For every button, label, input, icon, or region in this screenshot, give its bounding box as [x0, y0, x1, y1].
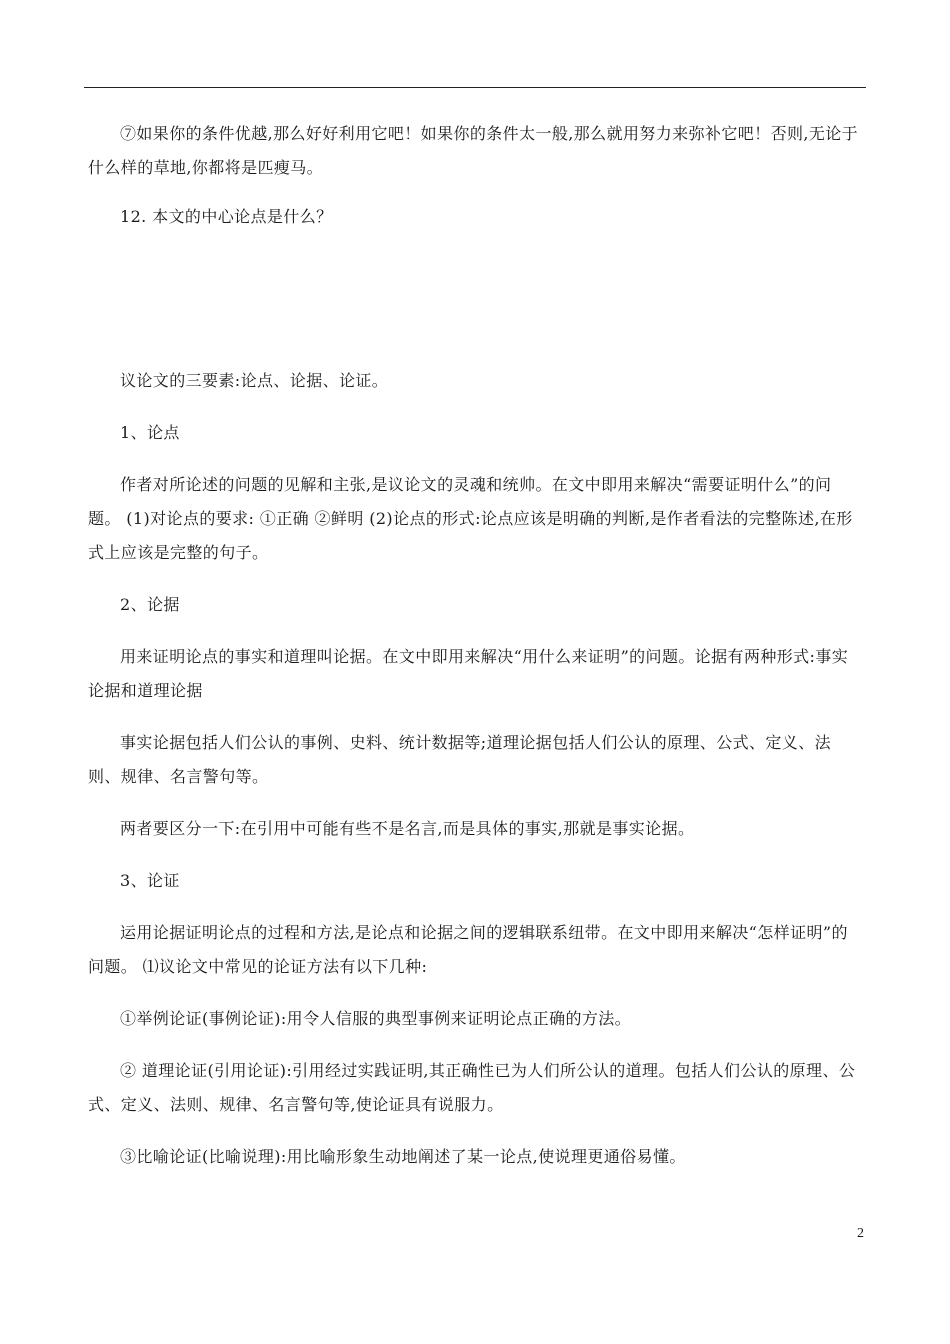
heading-lundian: 1、论点 — [120, 423, 180, 442]
method-reasoning: ② 道理论证(引用论证):引用经过实践证明,其正确性已为人们所公认的道理。包括人们公认的原理、公式、定义、法则、规律、名言警句等,使论证具有说服力。 — [88, 1061, 856, 1114]
paragraph-lunju-types: 事实论据包括人们公认的事例、史料、统计数据等;道理论据包括人们公认的原理、公式、定义、法则、规律、名言警句等。 — [88, 733, 831, 786]
method-example: ①举例论证(事例论证):用令人信服的典型事例来证明论点正确的方法。 — [120, 1009, 632, 1028]
paragraph-lundian: 作者对所论述的问题的见解和主张,是议论文的灵魂和统帅。在文中即用来解决“需要证明什么”的问题。 (1)对论点的要求: ①正确 ②鲜明 (2)论点的形式:论点应该是明确的判断,是作者看法的完整陈述,在形式上应该是完整的句子。 — [88, 475, 853, 562]
heading-lunju: 2、论据 — [120, 595, 180, 614]
three-elements-intro: 议论文的三要素:论点、论据、论证。 — [120, 371, 389, 390]
header-rule — [84, 87, 866, 88]
method-metaphor: ③比喻论证(比喻说理):用比喻形象生动地阐述了某一论点,使说理更通俗易懂。 — [120, 1147, 686, 1166]
paragraph-lunzheng: 运用论据证明论点的过程和方法,是论点和论据之间的逻辑联系纽带。在文中即用来解决“怎样证明”的问题。 ⑴议论文中常见的论证方法有以下几种: — [88, 923, 848, 976]
heading-lunzheng: 3、论证 — [120, 871, 180, 890]
answer-space — [88, 234, 860, 364]
question-12: 12. 本文的中心论点是什么？ — [120, 207, 333, 226]
page-number: 2 — [857, 1226, 864, 1241]
document-body — [88, 117, 860, 1174]
paragraph-lunju: 用来证明论点的事实和道理叫论据。在文中即用来解决“用什么来证明”的问题。论据有两种形式:事实论据和道理论据 — [88, 647, 849, 700]
paragraph-7: ⑦如果你的条件优越,那么好好利用它吧！如果你的条件太一般,那么就用努力来弥补它吧！否则,无论于什么样的草地,你都将是匹瘦马。 — [88, 124, 859, 177]
paragraph-distinguish: 两者要区分一下:在引用中可能有些不是名言,而是具体的事实,那就是事实论据。 — [120, 819, 695, 838]
